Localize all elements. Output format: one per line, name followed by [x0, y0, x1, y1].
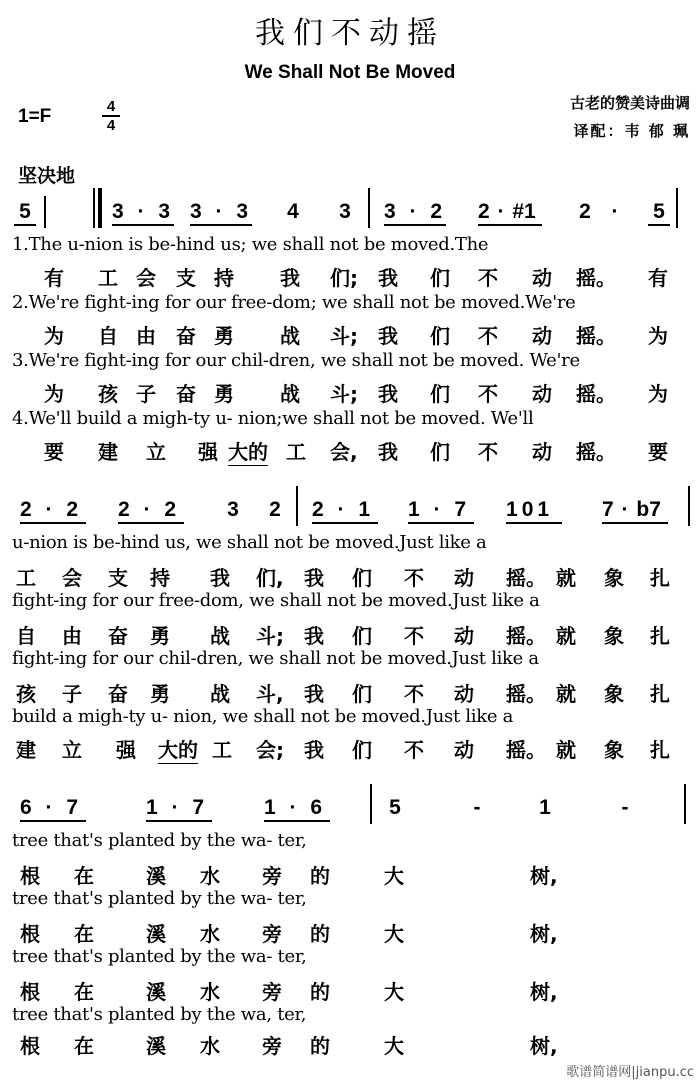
note: 2	[269, 498, 281, 521]
lyric-char: 动	[454, 566, 474, 590]
lyric-char: 动	[532, 266, 552, 290]
lyric-char: 我	[378, 440, 398, 464]
note-group	[118, 498, 184, 524]
lyric-char: 溪	[146, 864, 166, 888]
lyric-char: 我	[304, 738, 324, 762]
lyric-char: 为	[648, 324, 668, 348]
lyric-char: 动	[532, 324, 552, 348]
lyric-char: 旁	[262, 864, 282, 888]
note: 2	[312, 498, 324, 521]
lyric-char: 动	[532, 440, 552, 464]
lyric-verse-4-en: tree that's planted by the wa, ter,	[12, 1004, 307, 1025]
note: 2	[66, 498, 79, 521]
lyric-char: 支	[176, 266, 196, 290]
lyric-char: 水	[200, 922, 220, 946]
lyric-char: 们;	[330, 266, 358, 290]
lyric-char: 水	[200, 980, 220, 1004]
dot: ·	[621, 498, 629, 521]
note: 3	[384, 200, 396, 223]
lyric-char: 摇。	[576, 382, 616, 406]
lyric-char: 奋	[108, 624, 128, 648]
lyric-char: 不	[404, 566, 424, 590]
lyric-char: 根	[20, 922, 40, 946]
lyric-char: 要	[44, 440, 64, 464]
lyric-verse-2-en: tree that's planted by the wa- ter,	[12, 888, 307, 909]
lyric-char: 由	[62, 624, 82, 648]
lyric-char: 会,	[330, 440, 358, 464]
lyric-char: 就	[556, 566, 576, 590]
lyric-char: 我	[304, 566, 324, 590]
lyric-char: 自	[16, 624, 36, 648]
note: 2	[579, 200, 591, 223]
lyric-char: 我	[280, 266, 300, 290]
lyric-char: 们,	[256, 566, 284, 590]
lyric-char: 扎	[650, 566, 670, 590]
dash: -	[473, 796, 481, 819]
dot: ·	[611, 200, 619, 223]
note-group	[312, 498, 378, 524]
lyric-char: 象	[604, 624, 624, 648]
lyric-char: 扎	[650, 682, 670, 706]
note: 0	[521, 498, 538, 521]
lyric-verse-2-en: 2.We're fight-ing for our free-dom; we shall not be moved.We're	[12, 292, 576, 313]
lyric-char: 强	[198, 440, 218, 464]
lyric-char: 为	[648, 382, 668, 406]
note-group	[408, 498, 474, 524]
lyric-char: 自	[98, 324, 118, 348]
note: 6	[20, 796, 32, 819]
lyric-char: 动	[532, 382, 552, 406]
lyric-char: 们	[430, 440, 450, 464]
note: 5	[389, 796, 401, 819]
lyric-char: 大	[384, 922, 404, 946]
lyric-char: 在	[74, 1034, 94, 1058]
lyric-char: 不	[478, 324, 498, 348]
lyric-char: 不	[478, 382, 498, 406]
lyric-char: 象	[604, 682, 624, 706]
lyric-char: 战	[280, 324, 300, 348]
lyric-char: 象	[604, 738, 624, 762]
barline	[676, 188, 678, 228]
lyric-verse-4-en: 4.We'll build a migh-ty u- nion;we shall not be moved. We'll	[12, 408, 534, 429]
credit-translator: 译配：韦 郁 珮	[573, 122, 690, 140]
barline	[44, 196, 46, 228]
note: 2	[118, 498, 130, 521]
lyric-char: 树,	[530, 864, 558, 888]
dot: ·	[215, 200, 223, 223]
lyric-char: 立	[62, 738, 82, 762]
dot: ·	[137, 200, 145, 223]
lyric-char: 我	[210, 566, 230, 590]
note: 7	[602, 498, 614, 521]
note: 1	[539, 796, 551, 819]
lyric-char: 的	[310, 1034, 330, 1058]
note: 5	[14, 200, 36, 226]
note: 1	[146, 796, 158, 819]
lyric-char: 会;	[256, 738, 284, 762]
lyric-verse-1-en: u-nion is be-hind us, we shall not be moved.Just like a	[12, 532, 487, 553]
lyric-char: 动	[454, 738, 474, 762]
lyric-char: 大	[384, 1034, 404, 1058]
note-group	[20, 498, 86, 524]
lyric-char: 大	[384, 980, 404, 1004]
dot: ·	[171, 796, 179, 819]
barline	[296, 486, 298, 526]
lyric-char: 奋	[176, 382, 196, 406]
lyric-char: 就	[556, 738, 576, 762]
barline	[684, 784, 686, 824]
lyric-char: 们	[352, 566, 372, 590]
note-group	[190, 200, 252, 226]
lyric-char: 工	[212, 738, 232, 762]
lyric-char: 为	[44, 324, 64, 348]
lyric-char: 斗;	[330, 382, 358, 406]
lyric-char: 根	[20, 980, 40, 1004]
note: 6	[310, 796, 323, 819]
lyric-char: 战	[210, 624, 230, 648]
lyric-char: 的	[310, 980, 330, 1004]
lyric-verse-3-en: fight-ing for our chil-dren, we shall not be moved.Just like a	[12, 648, 539, 669]
lyric-char: 扎	[650, 624, 670, 648]
lyric-verse-1-en: 1.The u-nion is be-hind us; we shall not be moved.The	[12, 234, 489, 255]
barline	[370, 784, 372, 824]
watermark: 歌谱简谱网|jianpu.cc	[566, 1065, 694, 1080]
note: 2	[20, 498, 32, 521]
note: 4	[287, 200, 299, 223]
lyric-char: 根	[20, 864, 40, 888]
lyric-char: 勇	[214, 382, 234, 406]
lyric-char: 子	[136, 382, 156, 406]
meter-top: 4	[106, 98, 116, 115]
note: 1	[358, 498, 371, 521]
lyric-char: 不	[404, 624, 424, 648]
note: 1	[537, 498, 554, 521]
lyric-char: 溪	[146, 980, 166, 1004]
meter-bottom: 4	[102, 115, 120, 134]
dot: ·	[337, 498, 345, 521]
lyric-char: 由	[136, 324, 156, 348]
lyric-char: 象	[604, 566, 624, 590]
lyric-char: 摇。	[506, 738, 546, 762]
lyric-char: 要	[648, 440, 668, 464]
lyric-char: 们	[430, 266, 450, 290]
lyric-char: 们	[352, 682, 372, 706]
lyric-verse-3-en: 3.We're fight-ing for our chil-dren, we shall not be moved. We're	[12, 350, 580, 371]
note: 5	[648, 200, 670, 226]
lyric-char: 树,	[530, 922, 558, 946]
lyric-char: 的	[310, 864, 330, 888]
dot: ·	[433, 498, 441, 521]
lyric-char: 在	[74, 864, 94, 888]
song-title-english: We Shall Not Be Moved	[244, 62, 456, 83]
note-group	[20, 796, 86, 822]
lyric-char: 摇。	[506, 624, 546, 648]
note: 1	[506, 498, 522, 521]
lyric-char: 不	[478, 440, 498, 464]
lyric-char: 们	[430, 382, 450, 406]
lyric-char: 在	[74, 922, 94, 946]
lyric-char: 勇	[150, 624, 170, 648]
lyric-char: 战	[280, 382, 300, 406]
lyric-char: 动	[454, 682, 474, 706]
lyric-char: 孩	[98, 382, 118, 406]
note: 3	[190, 200, 202, 223]
lyric-char: 有	[44, 266, 64, 290]
lyric-verse-2-en: fight-ing for our free-dom, we shall not be moved.Just like a	[12, 590, 540, 611]
note: 7	[66, 796, 79, 819]
lyric-verse-1-en: tree that's planted by the wa- ter,	[12, 830, 307, 851]
lyric-char: 我	[378, 266, 398, 290]
credit-source: 古老的赞美诗曲调	[569, 94, 690, 112]
note-group	[264, 796, 330, 822]
lyric-char: 强	[116, 738, 136, 762]
lyric-char: 立	[146, 440, 166, 464]
lyric-char: 持	[150, 566, 170, 590]
dot: ·	[143, 498, 151, 521]
barline	[688, 486, 690, 526]
note: #1	[512, 200, 536, 223]
lyric-char: 斗;	[256, 624, 284, 648]
time-signature	[102, 98, 120, 134]
lyric-char: 们	[352, 624, 372, 648]
lyric-char: 旁	[262, 922, 282, 946]
note-group	[478, 200, 542, 226]
lyric-char: 建	[98, 440, 118, 464]
note-group	[112, 200, 174, 226]
barline-double-thin	[93, 188, 95, 228]
lyric-char: 水	[200, 864, 220, 888]
lyric-char: 旁	[262, 1034, 282, 1058]
lyric-char: 我	[304, 682, 324, 706]
note: 2	[430, 200, 443, 223]
note: 1	[264, 796, 276, 819]
lyric-char: 工	[286, 440, 306, 464]
lyric-char: 溪	[146, 1034, 166, 1058]
lyric-char: 摇。	[576, 440, 616, 464]
lyric-char: 不	[478, 266, 498, 290]
lyric-char: 动	[454, 624, 474, 648]
lyric-char: 摇。	[576, 324, 616, 348]
lyric-char: 会	[62, 566, 82, 590]
lyric-char: 奋	[176, 324, 196, 348]
tempo-marking: 坚决地	[18, 165, 76, 187]
lyric-char: 大的	[228, 436, 268, 466]
lyric-char: 树,	[530, 1034, 558, 1058]
lyric-char: 树,	[530, 980, 558, 1004]
dot: ·	[45, 498, 53, 521]
lyric-verse-4-en: build a migh-ty u- nion, we shall not be moved.Just like a	[12, 706, 514, 727]
lyric-char: 子	[62, 682, 82, 706]
lyric-char: 的	[310, 922, 330, 946]
note-group	[146, 796, 212, 822]
lyric-verse-3-en: tree that's planted by the wa- ter,	[12, 946, 307, 967]
lyric-char: 勇	[150, 682, 170, 706]
lyric-char: 工	[16, 566, 36, 590]
note: 3	[112, 200, 124, 223]
lyric-char: 摇。	[506, 682, 546, 706]
note: 1	[408, 498, 420, 521]
lyric-char: 水	[200, 1034, 220, 1058]
note: 3	[227, 498, 239, 521]
lyric-char: 扎	[650, 738, 670, 762]
lyric-char: 为	[44, 382, 64, 406]
lyric-char: 持	[214, 266, 234, 290]
lyric-char: 我	[378, 382, 398, 406]
lyric-char: 我	[378, 324, 398, 348]
dot: ·	[289, 796, 297, 819]
lyric-char: 斗,	[256, 682, 284, 706]
song-title-chinese: 我们不动摇	[255, 16, 445, 51]
lyric-char: 溪	[146, 922, 166, 946]
lyric-char: 我	[304, 624, 324, 648]
note: b7	[636, 498, 661, 521]
lyric-char: 工	[98, 266, 118, 290]
lyric-char: 有	[648, 266, 668, 290]
lyric-char: 孩	[16, 682, 36, 706]
lyric-char: 奋	[108, 682, 128, 706]
dot: ·	[409, 200, 417, 223]
note-group	[384, 200, 446, 226]
lyric-char: 大的	[158, 734, 198, 764]
note: 3	[339, 200, 351, 223]
lyric-char: 就	[556, 682, 576, 706]
key-signature: 1=F	[18, 106, 52, 127]
lyric-char: 战	[210, 682, 230, 706]
note: 2	[478, 200, 490, 223]
lyric-char: 摇。	[576, 266, 616, 290]
dash: -	[621, 796, 629, 819]
barline-double	[98, 188, 102, 228]
lyric-char: 大	[384, 864, 404, 888]
lyric-char: 就	[556, 624, 576, 648]
lyric-char: 在	[74, 980, 94, 1004]
lyric-char: 不	[404, 682, 424, 706]
note: 7	[454, 498, 467, 521]
note: 3	[158, 200, 171, 223]
lyric-char: 勇	[214, 324, 234, 348]
lyric-char: 摇。	[506, 566, 546, 590]
note: 7	[192, 796, 205, 819]
lyric-char: 支	[108, 566, 128, 590]
barline	[368, 188, 370, 228]
dot: ·	[497, 200, 505, 223]
lyric-char: 不	[404, 738, 424, 762]
lyric-char: 们	[430, 324, 450, 348]
lyric-char: 建	[16, 738, 36, 762]
lyric-char: 会	[136, 266, 156, 290]
lyric-char: 根	[20, 1034, 40, 1058]
lyric-char: 斗;	[330, 324, 358, 348]
lyric-char: 旁	[262, 980, 282, 1004]
note-group	[602, 498, 668, 524]
lyric-char: 们	[352, 738, 372, 762]
note: 2	[164, 498, 177, 521]
dot: ·	[45, 796, 53, 819]
note-group	[506, 498, 562, 524]
note: 3	[236, 200, 249, 223]
